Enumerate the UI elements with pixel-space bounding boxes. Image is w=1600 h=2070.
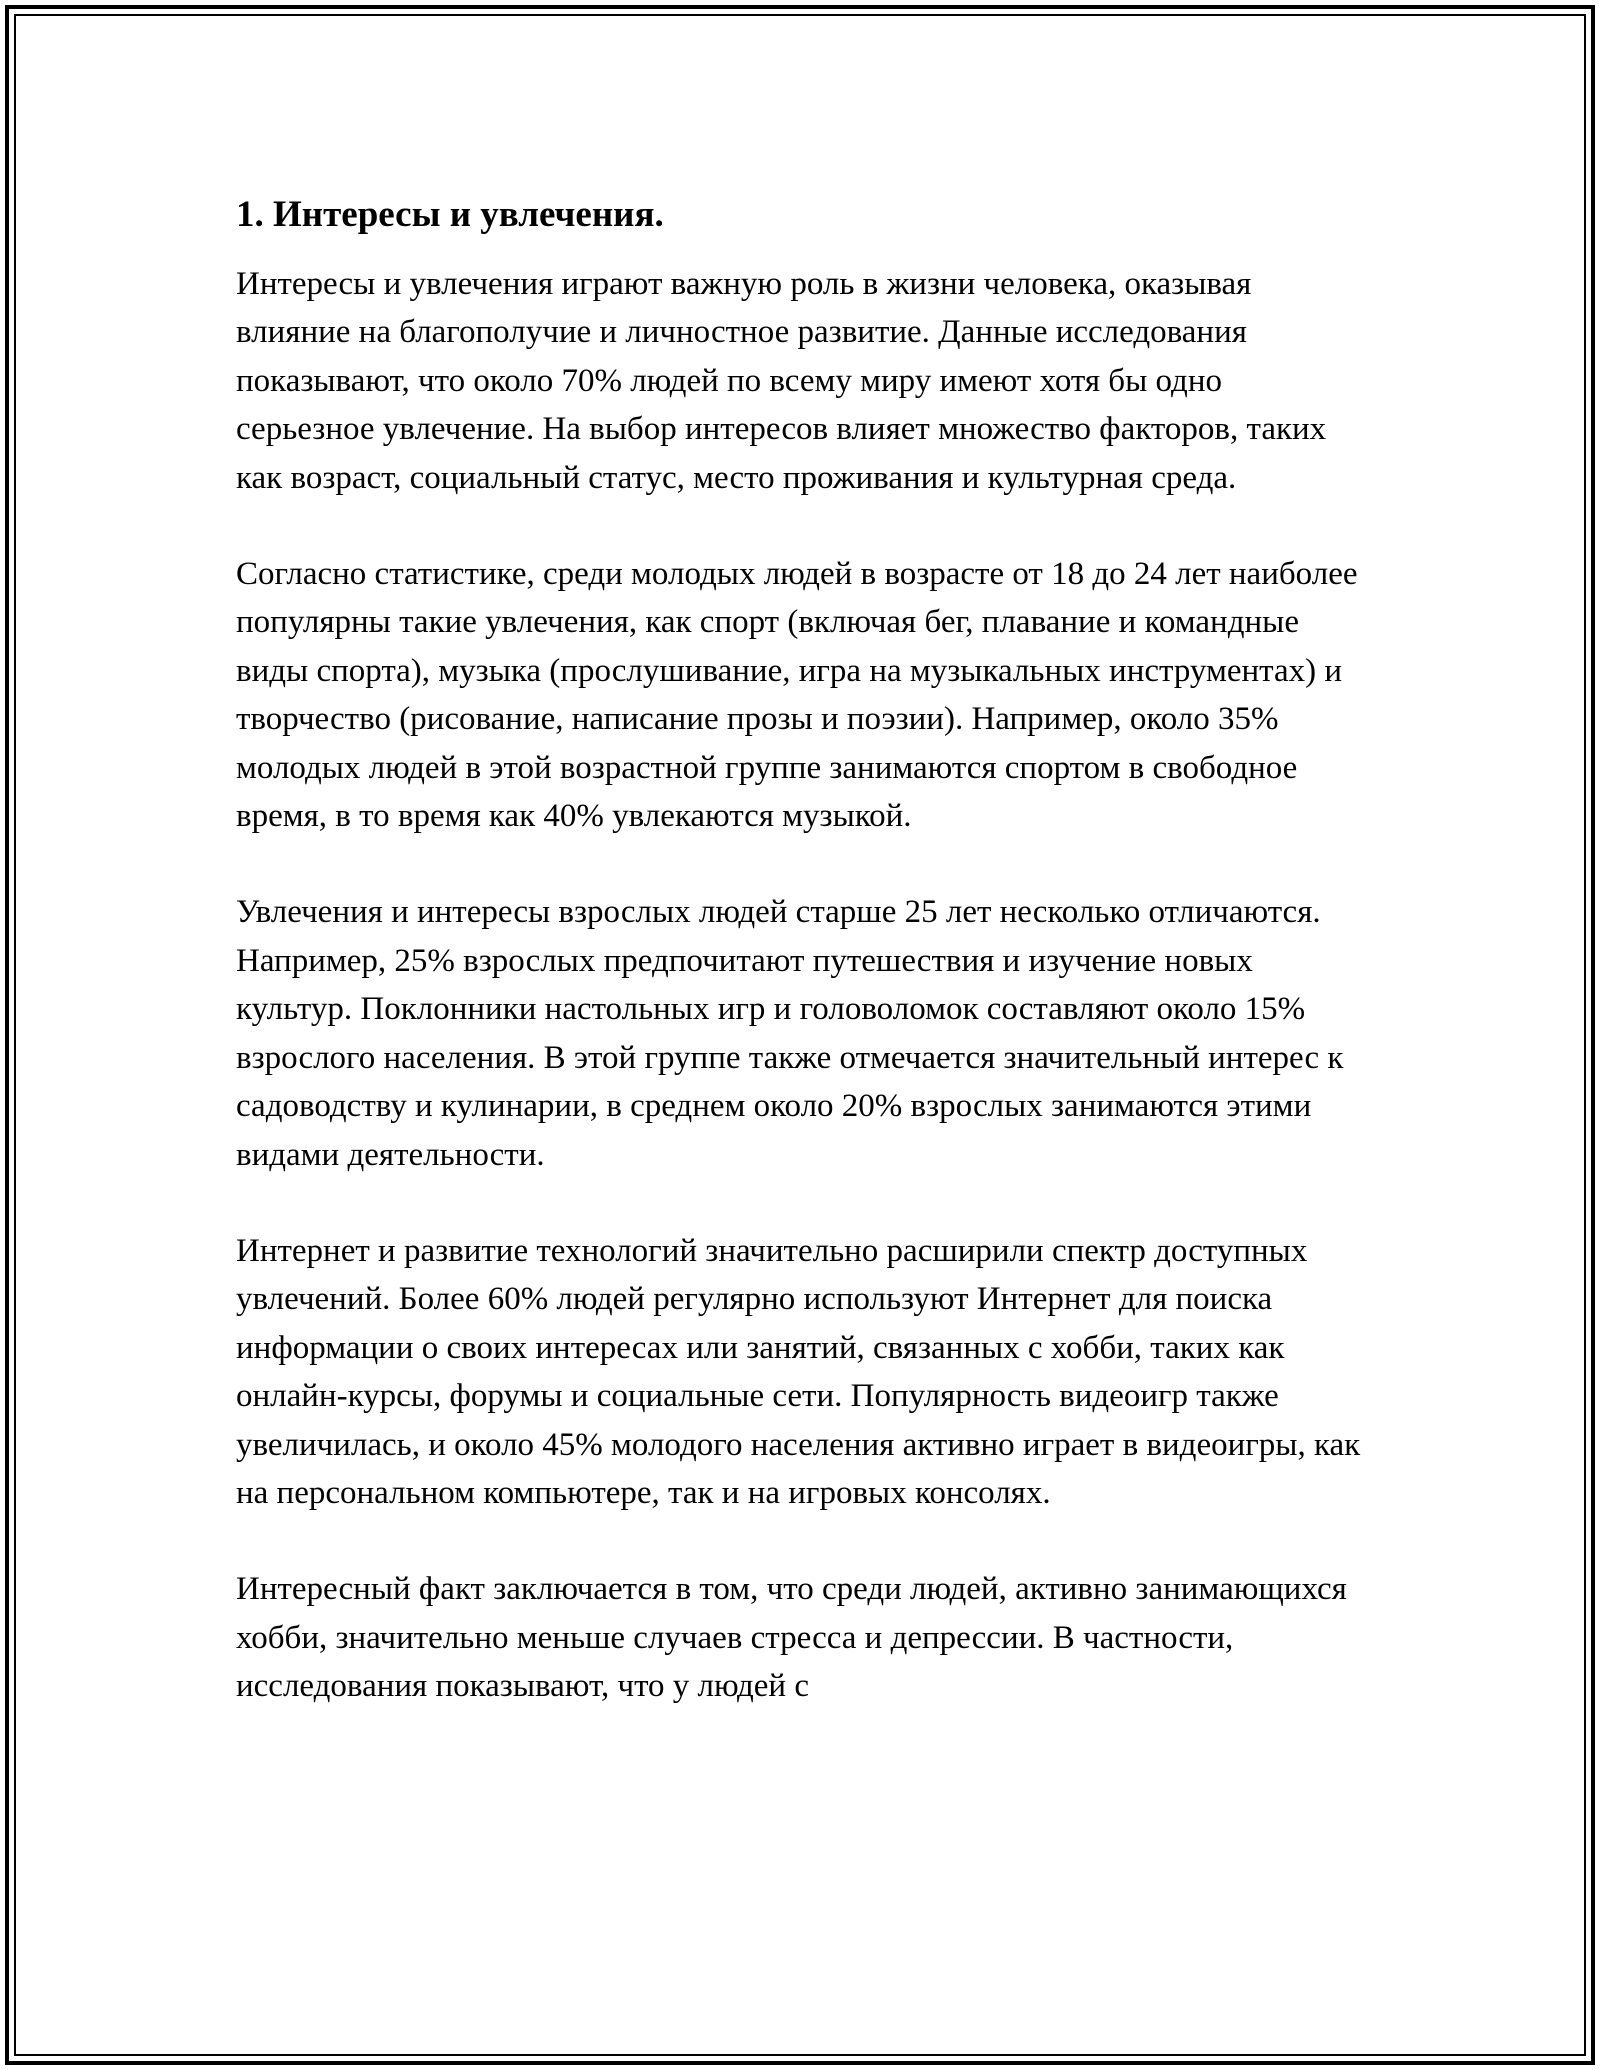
paragraph-youth-hobbies: Согласно статистике, среди молодых людей в возрасте от 18 до 24 лет наиболее популярны такие увлечения, как спорт (включая бег, плавание и командные виды спорта), музыка (прослушивание, игра на музыкальных инструментах) и творчество (рисование, написание прозы и поэзии). Например, около 35% молодых людей в этой возрастной группе занимаются спортом в свободное время, в то время как 40% увлекаются музыкой.	[236, 556, 1358, 835]
section-heading: 1. Интересы и увлечения.	[236, 194, 664, 235]
paragraph-adult-hobbies: Увлечения и интересы взрослых людей старше 25 лет несколько отличаются. Например, 25% взрослых предпочитают путешествия и изучение новых культур. Поклонники настольных игр и головоломок составляют около 15% взрослого населения. В этой группе также отмечается значительный интерес к садоводству и кулинарии, в среднем около 20% взрослых занимаются этими видами деятельности.	[236, 894, 1344, 1173]
document-body	[236, 190, 1366, 1711]
paragraph-interests-intro: Интересы и увлечения играют важную роль в жизни человека, оказывая влияние на благополучие и личностное развитие. Данные исследования показывают, что около 70% людей по всему миру имеют хотя бы одно серьезное увлечение. На выбор интересов влияет множество факторов, таких как возраст, социальный статус, место проживания и культурная среда.	[236, 266, 1327, 496]
paragraph-internet-technology: Интернет и развитие технологий значительно расширили спектр доступных увлечений. Более 60% людей регулярно используют Интернет для поиска информации о своих интересах или занятий, связанных с хобби, таких как онлайн-курсы, форумы и социальные сети. Популярность видеоигр также увеличилась, и около 45% молодого населения активно играет в видеоигры, как на персональном компьютере, так и на игровых консолях.	[236, 1232, 1361, 1511]
paragraph-stress-fact: Интересный факт заключается в том, что среди людей, активно занимающихся хобби, значительно меньше случаев стресса и депрессии. В частности, исследования показывают, что у людей с	[236, 1571, 1347, 1705]
